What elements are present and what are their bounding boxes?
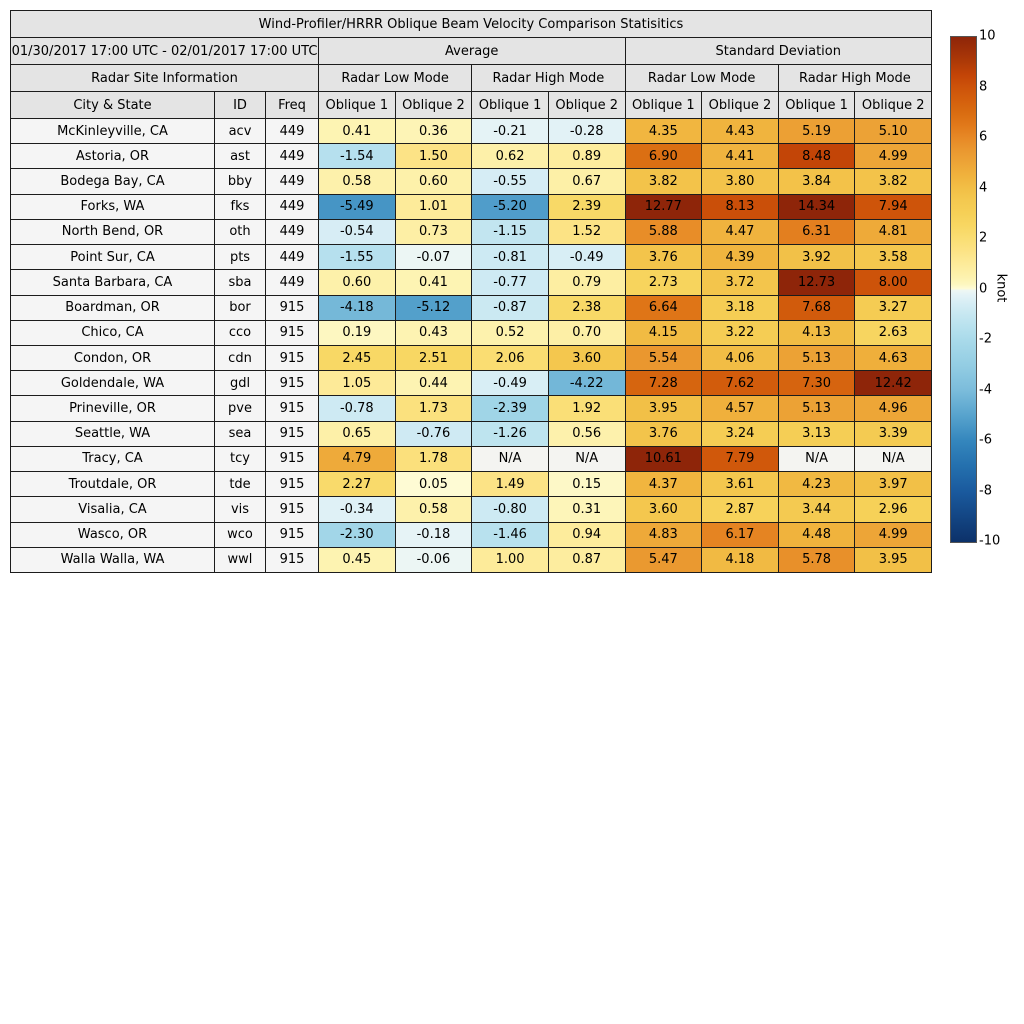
mode-header-std-high: Radar High Mode (778, 65, 931, 92)
value-cell: 7.68 (778, 295, 855, 320)
freq-cell: 915 (266, 396, 319, 421)
value-cell: 0.62 (472, 144, 549, 169)
city-cell: Forks, WA (11, 194, 215, 219)
value-cell: 4.99 (855, 522, 932, 547)
value-cell: 4.83 (625, 522, 702, 547)
value-cell: 3.80 (702, 169, 779, 194)
city-cell: McKinleyville, CA (11, 119, 215, 144)
col-header-oblique2: Oblique 2 (855, 92, 932, 119)
colorbar-unit-label: knot (993, 273, 1009, 303)
value-cell: 0.73 (395, 219, 472, 244)
value-cell: 8.13 (702, 194, 779, 219)
value-cell: 12.42 (855, 371, 932, 396)
site-info-header: Radar Site Information (11, 65, 319, 92)
mode-header-std-low: Radar Low Mode (625, 65, 778, 92)
value-cell: 4.15 (625, 320, 702, 345)
table-row (11, 547, 932, 572)
value-cell: 4.63 (855, 345, 932, 370)
value-cell: 3.76 (625, 421, 702, 446)
freq-cell: 449 (266, 219, 319, 244)
value-cell: 1.78 (395, 446, 472, 471)
group-header-stddev: Standard Deviation (625, 38, 932, 65)
group-header-average: Average (319, 38, 626, 65)
value-cell: 10.61 (625, 446, 702, 471)
value-cell: 0.70 (548, 320, 625, 345)
value-cell: 4.35 (625, 119, 702, 144)
colorbar-tick-label: 8 (979, 79, 988, 94)
value-cell: 0.19 (319, 320, 396, 345)
value-cell: 2.27 (319, 472, 396, 497)
city-cell: Astoria, OR (11, 144, 215, 169)
value-cell: 6.31 (778, 219, 855, 244)
value-cell: -5.49 (319, 194, 396, 219)
table-row (11, 371, 932, 396)
value-cell: 2.87 (702, 497, 779, 522)
colorbar-tick-label: 6 (979, 129, 988, 145)
table-row (11, 396, 932, 421)
value-cell: 7.30 (778, 371, 855, 396)
value-cell: 8.48 (778, 144, 855, 169)
value-cell: 5.13 (778, 396, 855, 421)
site-id-cell: sea (215, 421, 266, 446)
site-id-cell: ast (215, 144, 266, 169)
site-id-cell: wwl (215, 547, 266, 572)
freq-cell: 915 (266, 522, 319, 547)
table-row (11, 119, 932, 144)
value-cell: 3.13 (778, 421, 855, 446)
freq-cell: 449 (266, 144, 319, 169)
value-cell: 1.49 (472, 472, 549, 497)
colorbar-tick-label: -4 (979, 382, 992, 397)
value-cell: 0.89 (548, 144, 625, 169)
value-cell: -1.15 (472, 219, 549, 244)
value-cell: 0.31 (548, 497, 625, 522)
value-cell: 3.24 (702, 421, 779, 446)
value-cell: -5.20 (472, 194, 549, 219)
value-cell: 0.36 (395, 119, 472, 144)
site-id-cell: vis (215, 497, 266, 522)
city-cell: Bodega Bay, CA (11, 169, 215, 194)
value-cell: 4.13 (778, 320, 855, 345)
value-cell: 3.97 (855, 472, 932, 497)
mode-header-avg-high: Radar High Mode (472, 65, 625, 92)
value-cell: 3.72 (702, 270, 779, 295)
value-cell: 3.95 (855, 547, 932, 572)
colorbar-tick-label: 0 (979, 281, 988, 296)
site-id-cell: pve (215, 396, 266, 421)
table-row (11, 295, 932, 320)
value-cell: 5.47 (625, 547, 702, 572)
value-cell: 14.34 (778, 194, 855, 219)
value-cell-na: N/A (548, 446, 625, 471)
table-row (11, 522, 932, 547)
freq-cell: 915 (266, 547, 319, 572)
freq-cell: 449 (266, 194, 319, 219)
city-cell: North Bend, OR (11, 219, 215, 244)
value-cell: 4.23 (778, 472, 855, 497)
freq-cell: 449 (266, 169, 319, 194)
title-row (11, 11, 932, 38)
site-id-cell: tde (215, 472, 266, 497)
value-cell: 4.99 (855, 144, 932, 169)
value-cell: 0.44 (395, 371, 472, 396)
site-id-cell: wco (215, 522, 266, 547)
value-cell: -0.78 (319, 396, 396, 421)
value-cell: 0.43 (395, 320, 472, 345)
value-cell: -0.49 (472, 371, 549, 396)
col-header-oblique1: Oblique 1 (625, 92, 702, 119)
city-cell: Boardman, OR (11, 295, 215, 320)
freq-cell: 449 (266, 245, 319, 270)
value-cell: 2.96 (855, 497, 932, 522)
freq-cell: 915 (266, 497, 319, 522)
value-cell: 1.73 (395, 396, 472, 421)
value-cell: -0.18 (395, 522, 472, 547)
freq-cell: 915 (266, 421, 319, 446)
value-cell: 7.28 (625, 371, 702, 396)
site-id-cell: cdn (215, 345, 266, 370)
table-row (11, 345, 932, 370)
value-cell: 3.18 (702, 295, 779, 320)
date-range: 01/30/2017 17:00 UTC - 02/01/2017 17:00 UTC (11, 38, 319, 65)
value-cell: 8.00 (855, 270, 932, 295)
city-cell: Visalia, CA (11, 497, 215, 522)
value-cell: 4.79 (319, 446, 396, 471)
table-row (11, 446, 932, 471)
table-row (11, 194, 932, 219)
freq-cell: 449 (266, 119, 319, 144)
value-cell: 7.79 (702, 446, 779, 471)
freq-cell: 915 (266, 472, 319, 497)
value-cell: -2.39 (472, 396, 549, 421)
value-cell: 2.73 (625, 270, 702, 295)
city-cell: Tracy, CA (11, 446, 215, 471)
colorbar-tick-label: -10 (979, 533, 1001, 549)
value-cell: 1.05 (319, 371, 396, 396)
value-cell: 3.44 (778, 497, 855, 522)
value-cell: 3.60 (625, 497, 702, 522)
value-cell: 0.05 (395, 472, 472, 497)
table-row (11, 219, 932, 244)
freq-cell: 915 (266, 345, 319, 370)
value-cell: 4.57 (702, 396, 779, 421)
freq-cell: 915 (266, 295, 319, 320)
site-id-cell: fks (215, 194, 266, 219)
value-cell: 4.81 (855, 219, 932, 244)
value-cell: 3.76 (625, 245, 702, 270)
value-cell: -0.54 (319, 219, 396, 244)
value-cell: -1.26 (472, 421, 549, 446)
value-cell: 12.77 (625, 194, 702, 219)
site-id-cell: pts (215, 245, 266, 270)
value-cell-na: N/A (472, 446, 549, 471)
value-cell: 0.79 (548, 270, 625, 295)
city-cell: Prineville, OR (11, 396, 215, 421)
city-cell: Goldendale, WA (11, 371, 215, 396)
value-cell: 3.58 (855, 245, 932, 270)
value-cell: -0.21 (472, 119, 549, 144)
value-cell: 3.95 (625, 396, 702, 421)
value-cell: 2.63 (855, 320, 932, 345)
value-cell: 5.88 (625, 219, 702, 244)
site-id-cell: tcy (215, 446, 266, 471)
value-cell: -0.49 (548, 245, 625, 270)
value-cell: 1.50 (395, 144, 472, 169)
value-cell: 3.60 (548, 345, 625, 370)
value-cell: 0.60 (319, 270, 396, 295)
value-cell: -1.46 (472, 522, 549, 547)
city-cell: Walla Walla, WA (11, 547, 215, 572)
value-cell: -0.81 (472, 245, 549, 270)
value-cell: 0.45 (319, 547, 396, 572)
column-header-row (11, 92, 932, 119)
freq-cell: 915 (266, 320, 319, 345)
value-cell: 4.47 (702, 219, 779, 244)
value-cell: -0.07 (395, 245, 472, 270)
value-cell: 0.56 (548, 421, 625, 446)
value-cell: 12.73 (778, 270, 855, 295)
table-row (11, 169, 932, 194)
value-cell: 1.00 (472, 547, 549, 572)
mode-header-avg-low: Radar Low Mode (319, 65, 472, 92)
city-cell: Point Sur, CA (11, 245, 215, 270)
table-row (11, 245, 932, 270)
city-cell: Santa Barbara, CA (11, 270, 215, 295)
value-cell: 5.10 (855, 119, 932, 144)
value-cell: 6.17 (702, 522, 779, 547)
value-cell: 3.61 (702, 472, 779, 497)
city-cell: Seattle, WA (11, 421, 215, 446)
value-cell: 3.27 (855, 295, 932, 320)
value-cell: 4.96 (855, 396, 932, 421)
city-cell: Troutdale, OR (11, 472, 215, 497)
value-cell: -0.80 (472, 497, 549, 522)
table-row (11, 497, 932, 522)
value-cell: 0.94 (548, 522, 625, 547)
value-cell: -0.34 (319, 497, 396, 522)
site-id-cell: cco (215, 320, 266, 345)
value-cell: 4.39 (702, 245, 779, 270)
value-cell: 1.92 (548, 396, 625, 421)
value-cell: -2.30 (319, 522, 396, 547)
value-cell: -1.55 (319, 245, 396, 270)
colorbar (950, 36, 977, 543)
mode-header-row (11, 65, 932, 92)
value-cell: 0.87 (548, 547, 625, 572)
colorbar-tick-label: 4 (979, 180, 988, 195)
value-cell: -0.55 (472, 169, 549, 194)
site-id-cell: bby (215, 169, 266, 194)
colorbar-tick-label: 2 (979, 230, 988, 246)
value-cell: 2.06 (472, 345, 549, 370)
group-header-row (11, 38, 932, 65)
value-cell: -4.22 (548, 371, 625, 396)
value-cell: -0.77 (472, 270, 549, 295)
value-cell: 0.41 (319, 119, 396, 144)
value-cell: 0.60 (395, 169, 472, 194)
value-cell: 0.15 (548, 472, 625, 497)
city-cell: Condon, OR (11, 345, 215, 370)
value-cell: 5.78 (778, 547, 855, 572)
city-cell: Wasco, OR (11, 522, 215, 547)
value-cell: 2.39 (548, 194, 625, 219)
col-header-oblique1: Oblique 1 (778, 92, 855, 119)
value-cell: 0.52 (472, 320, 549, 345)
value-cell: 3.22 (702, 320, 779, 345)
value-cell: 5.54 (625, 345, 702, 370)
col-header-oblique2: Oblique 2 (702, 92, 779, 119)
value-cell: 3.84 (778, 169, 855, 194)
value-cell-na: N/A (855, 446, 932, 471)
value-cell: -5.12 (395, 295, 472, 320)
value-cell: 7.62 (702, 371, 779, 396)
table-row (11, 320, 932, 345)
value-cell: 7.94 (855, 194, 932, 219)
value-cell: -0.87 (472, 295, 549, 320)
col-header-oblique2: Oblique 2 (395, 92, 472, 119)
value-cell: 0.58 (319, 169, 396, 194)
site-id-cell: bor (215, 295, 266, 320)
freq-cell: 915 (266, 446, 319, 471)
value-cell: 3.82 (855, 169, 932, 194)
col-header-id: ID (215, 92, 266, 119)
colorbar-tick-label: -8 (979, 483, 992, 498)
value-cell: -0.76 (395, 421, 472, 446)
value-cell: 6.64 (625, 295, 702, 320)
colorbar-tick-label: -6 (979, 432, 992, 448)
value-cell: 2.38 (548, 295, 625, 320)
col-header-city: City & State (11, 92, 215, 119)
value-cell: 4.43 (702, 119, 779, 144)
colorbar-tick-label: 10 (979, 28, 996, 44)
value-cell: 1.52 (548, 219, 625, 244)
value-cell: 4.41 (702, 144, 779, 169)
colorbar-tick-label: -2 (979, 331, 992, 347)
statistics-table (10, 10, 932, 573)
value-cell: 1.01 (395, 194, 472, 219)
city-cell: Chico, CA (11, 320, 215, 345)
value-cell: -4.18 (319, 295, 396, 320)
value-cell-na: N/A (778, 446, 855, 471)
value-cell: 0.65 (319, 421, 396, 446)
value-cell: 4.48 (778, 522, 855, 547)
table-row (11, 270, 932, 295)
freq-cell: 449 (266, 270, 319, 295)
value-cell: 3.82 (625, 169, 702, 194)
value-cell: 4.18 (702, 547, 779, 572)
value-cell: 6.90 (625, 144, 702, 169)
value-cell: 0.67 (548, 169, 625, 194)
value-cell: -1.54 (319, 144, 396, 169)
site-id-cell: oth (215, 219, 266, 244)
value-cell: 3.92 (778, 245, 855, 270)
table-row (11, 144, 932, 169)
value-cell: 5.19 (778, 119, 855, 144)
col-header-oblique1: Oblique 1 (472, 92, 549, 119)
site-id-cell: sba (215, 270, 266, 295)
value-cell: 0.58 (395, 497, 472, 522)
site-id-cell: gdl (215, 371, 266, 396)
col-header-oblique2: Oblique 2 (548, 92, 625, 119)
value-cell: -0.28 (548, 119, 625, 144)
value-cell: 5.13 (778, 345, 855, 370)
value-cell: 4.37 (625, 472, 702, 497)
value-cell: 0.41 (395, 270, 472, 295)
freq-cell: 915 (266, 371, 319, 396)
value-cell: 2.45 (319, 345, 396, 370)
value-cell: 3.39 (855, 421, 932, 446)
col-header-freq: Freq (266, 92, 319, 119)
value-cell: 4.06 (702, 345, 779, 370)
table-row (11, 472, 932, 497)
table-row (11, 421, 932, 446)
chart-title: Wind-Profiler/HRRR Oblique Beam Velocity Comparison Statisitics (11, 11, 932, 38)
site-id-cell: acv (215, 119, 266, 144)
col-header-oblique1: Oblique 1 (319, 92, 396, 119)
value-cell: 2.51 (395, 345, 472, 370)
value-cell: -0.06 (395, 547, 472, 572)
